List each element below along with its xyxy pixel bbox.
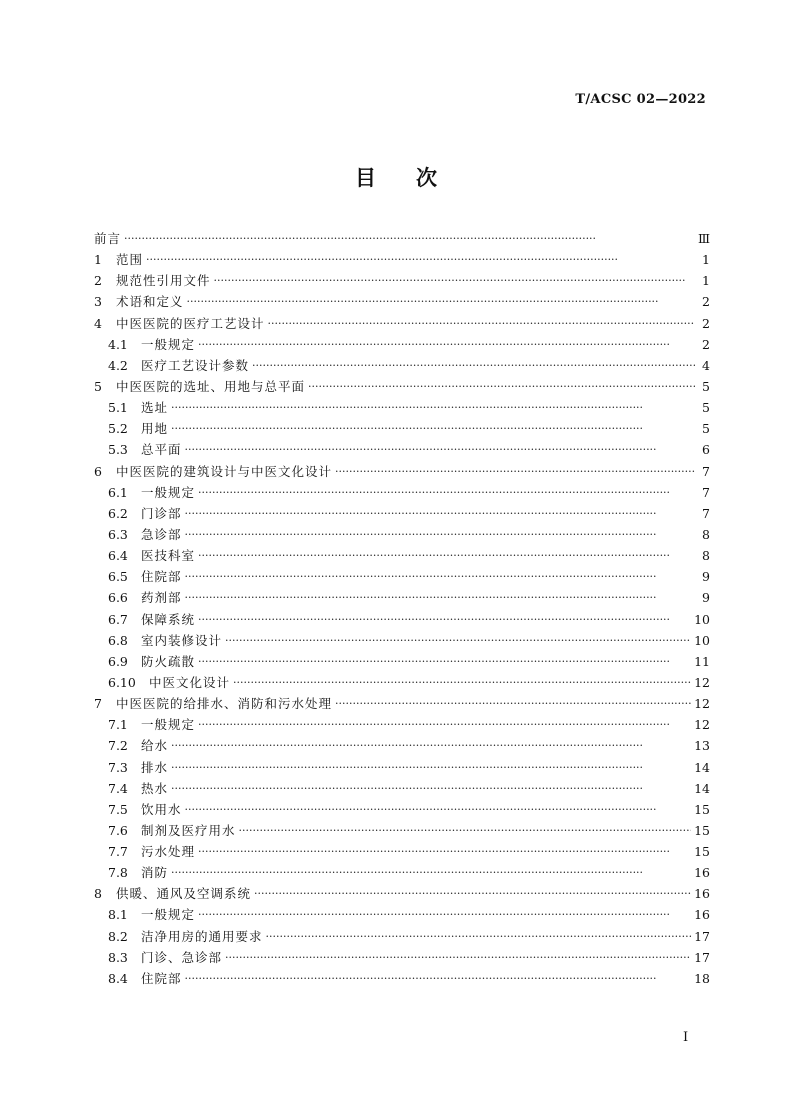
toc-entry-title: 一般规定: [141, 717, 196, 733]
toc-entry-page: 18: [694, 970, 710, 986]
toc-entry-title: 热水: [141, 780, 169, 796]
toc-entry-number: 8: [94, 886, 102, 902]
toc-leader-dots: [171, 757, 691, 778]
page-title: [0, 162, 792, 192]
toc-entry-number: 8.1: [108, 907, 128, 923]
toc-entry-number: 6.2: [108, 505, 128, 521]
toc-entry-title: 中医医院的医疗工艺设计: [116, 315, 265, 331]
toc-entry-number: 6.7: [108, 611, 128, 627]
toc-leader-dots: [171, 778, 691, 799]
toc-leader-dots: [335, 461, 695, 482]
toc-entry-page: 8: [702, 548, 710, 564]
toc-entry-number: 1: [94, 252, 102, 268]
toc-leader-dots: [335, 693, 691, 714]
toc-entry-number: 5.3: [108, 442, 128, 458]
toc-entry-title: 住院部: [141, 970, 182, 986]
toc-entry[interactable]: [94, 862, 710, 883]
toc-entry-number: 6.6: [108, 590, 128, 606]
toc-entry[interactable]: [94, 334, 710, 355]
toc-entry[interactable]: [94, 841, 710, 862]
toc-entry[interactable]: [94, 820, 710, 841]
toc-leader-dots: [124, 228, 695, 249]
toc-entry[interactable]: [94, 270, 710, 291]
toc-leader-dots: [185, 968, 692, 989]
toc-entry[interactable]: [94, 397, 710, 418]
toc-entry-page: 10: [694, 611, 710, 627]
toc-leader-dots: [185, 503, 695, 524]
toc-entry-title: 制剂及医疗用水: [141, 822, 236, 838]
toc-entry-number: 6.8: [108, 632, 128, 648]
toc-leader-dots: [198, 545, 695, 566]
toc-entry[interactable]: [94, 228, 710, 249]
page-title-char-1: 目: [355, 165, 376, 190]
toc-entry-number: 6.10: [108, 674, 136, 690]
toc-entry-page: 9: [702, 569, 710, 585]
toc-entry[interactable]: [94, 355, 710, 376]
toc-entry-title: 总平面: [141, 442, 182, 458]
standard-code: T/ACSC 02—2022: [575, 92, 706, 107]
toc-entry-page: 8: [702, 526, 710, 542]
toc-entry[interactable]: [94, 461, 710, 482]
toc-entry-page: 12: [694, 717, 710, 733]
toc-entry-number: 6.5: [108, 569, 128, 585]
toc-leader-dots: [171, 418, 695, 439]
toc-leader-dots: [239, 820, 692, 841]
page-title-char-2: 次: [416, 165, 437, 190]
toc-leader-dots: [308, 376, 695, 397]
toc-entry-number: 7.7: [108, 844, 128, 860]
toc-entry-title: 药剂部: [141, 590, 182, 606]
toc-entry-page: 13: [694, 738, 710, 754]
toc-entry[interactable]: [94, 482, 710, 503]
toc-leader-dots: [185, 587, 695, 608]
toc-entry-number: 7.3: [108, 759, 128, 775]
toc-entry-title: 供暖、通风及空调系统: [116, 886, 252, 902]
toc-entry-title: 门诊部: [141, 505, 182, 521]
toc-entry-number: 7.5: [108, 801, 128, 817]
page-number: I: [683, 1030, 689, 1045]
toc-leader-dots: [198, 334, 695, 355]
toc-entry[interactable]: [94, 714, 710, 735]
toc-entry[interactable]: [94, 968, 710, 989]
toc-entry-title: 住院部: [141, 569, 182, 585]
toc-leader-dots: [225, 630, 691, 651]
toc-entry[interactable]: [94, 376, 710, 397]
toc-entry-number: 6.4: [108, 548, 128, 564]
toc-entry-title: 门诊、急诊部: [141, 949, 223, 965]
toc-leader-dots: [254, 883, 691, 904]
toc-entry-title: 医疗工艺设计参数: [141, 357, 250, 373]
toc-entry[interactable]: [94, 313, 710, 334]
toc-entry-number: 3: [94, 294, 102, 310]
toc-leader-dots: [185, 439, 695, 460]
toc-entry-number: 6.3: [108, 526, 128, 542]
toc-entry-title: 规范性引用文件: [116, 273, 211, 289]
toc-entry-page: 7: [702, 505, 710, 521]
toc-entry-title: 保障系统: [141, 611, 196, 627]
toc-entry-number: 4.2: [108, 357, 128, 373]
toc-entry-page: 15: [694, 844, 710, 860]
toc-entry-number: 7: [94, 696, 102, 712]
toc-entry[interactable]: [94, 757, 710, 778]
toc-entry[interactable]: [94, 672, 710, 693]
toc-entry[interactable]: [94, 947, 710, 968]
toc-entry-page: 14: [694, 759, 710, 775]
toc-entry-title: 饮用水: [141, 801, 182, 817]
toc-leader-dots: [252, 355, 695, 376]
toc-leader-dots: [171, 397, 695, 418]
toc-entry[interactable]: [94, 905, 710, 926]
toc-entry-title: 中医医院的选址、用地与总平面: [116, 378, 306, 394]
toc-entry-title: 范围: [116, 252, 144, 268]
toc-entry[interactable]: [94, 545, 710, 566]
toc-entry-number: 5.2: [108, 421, 128, 437]
toc-entry-title: 给水: [141, 738, 169, 754]
toc-entry-page: 2: [702, 294, 710, 310]
toc-entry-number: 6.1: [108, 484, 128, 500]
toc-entry[interactable]: [94, 651, 710, 672]
toc-entry-number: 7.4: [108, 780, 128, 796]
toc-entry-number: 2: [94, 273, 102, 289]
toc-entry-page: 16: [694, 886, 710, 902]
toc-entry-title: 一般规定: [141, 907, 196, 923]
toc-entry-page: 12: [694, 696, 710, 712]
toc-entry-title: 用地: [141, 421, 169, 437]
toc-entry-title: 术语和定义: [116, 294, 184, 310]
toc-entry-page: 7: [702, 484, 710, 500]
toc-entry-page: 12: [694, 674, 710, 690]
toc-entry[interactable]: [94, 418, 710, 439]
toc-entry-page: 17: [694, 928, 710, 944]
toc-leader-dots: [185, 524, 695, 545]
toc-entry-title: 急诊部: [141, 526, 182, 542]
toc-entry-page: 5: [702, 400, 710, 416]
toc-entry-page: 2: [702, 336, 710, 352]
toc-entry-number: 8.4: [108, 970, 128, 986]
toc-entry[interactable]: [94, 609, 710, 630]
toc-entry[interactable]: [94, 291, 710, 312]
toc-entry-page: 16: [694, 865, 710, 881]
toc-entry-title: 一般规定: [141, 336, 196, 352]
toc-entry[interactable]: [94, 735, 710, 756]
toc-entry-number: 8.2: [108, 928, 128, 944]
toc-entry[interactable]: [94, 778, 710, 799]
toc-leader-dots: [268, 313, 695, 334]
toc-leader-dots: [198, 609, 691, 630]
toc-entry[interactable]: [94, 249, 710, 270]
toc-entry-page: 15: [694, 801, 710, 817]
toc-entry-page: 1: [702, 252, 710, 268]
toc-leader-dots: [198, 904, 691, 925]
toc-entry-number: 4: [94, 315, 102, 331]
toc-leader-dots: [185, 566, 695, 587]
toc-leader-dots: [171, 735, 691, 756]
toc-entry-title: 中医医院的建筑设计与中医文化设计: [116, 463, 333, 479]
toc-entry-page: 1: [702, 273, 710, 289]
toc-entry-page: 7: [702, 463, 710, 479]
toc-entry-page: 6: [702, 442, 710, 458]
toc-entry-page: Ⅲ: [697, 230, 710, 246]
toc-entry[interactable]: [94, 503, 710, 524]
toc-entry[interactable]: [94, 883, 710, 904]
toc-entry-title: 室内装修设计: [141, 632, 223, 648]
toc-leader-dots: [233, 672, 691, 693]
toc-leader-dots: [198, 841, 691, 862]
toc-entry-number: 8.3: [108, 949, 128, 965]
toc-entry[interactable]: [94, 524, 710, 545]
toc-entry-page: 4: [702, 357, 710, 373]
toc-entry-title: 中医医院的给排水、消防和污水处理: [116, 696, 333, 712]
toc-leader-dots: [198, 714, 691, 735]
toc-entry-title: 前言: [94, 230, 122, 246]
toc-entry-page: 2: [702, 315, 710, 331]
toc-entry[interactable]: [94, 587, 710, 608]
toc-entry-page: 16: [694, 907, 710, 923]
toc-entry-page: 9: [702, 590, 710, 606]
toc-leader-dots: [198, 482, 695, 503]
toc-entry-title: 一般规定: [141, 484, 196, 500]
toc-entry-title: 污水处理: [141, 844, 196, 860]
toc-entry-number: 7.8: [108, 865, 128, 881]
toc-entry-title: 中医文化设计: [149, 674, 231, 690]
toc-entry[interactable]: [94, 799, 710, 820]
toc-entry-title: 选址: [141, 400, 169, 416]
toc-entry-page: 5: [702, 421, 710, 437]
toc-entry-title: 消防: [141, 865, 169, 881]
table-of-contents: [94, 228, 710, 989]
toc-leader-dots: [225, 947, 691, 968]
toc-entry-number: 5: [94, 378, 102, 394]
toc-entry-number: 6.9: [108, 653, 128, 669]
toc-entry-title: 医技科室: [141, 548, 196, 564]
toc-entry-number: 5.1: [108, 400, 128, 416]
toc-entry-page: 11: [694, 653, 710, 669]
toc-leader-dots: [187, 291, 695, 312]
toc-leader-dots: [198, 651, 691, 672]
toc-entry-page: 10: [694, 632, 710, 648]
toc-entry-page: 17: [694, 949, 710, 965]
toc-entry-number: 4.1: [108, 336, 128, 352]
toc-entry-number: 7.1: [108, 717, 128, 733]
toc-leader-dots: [185, 799, 692, 820]
toc-entry[interactable]: [94, 566, 710, 587]
toc-entry-number: 7.2: [108, 738, 128, 754]
toc-entry-title: 排水: [141, 759, 169, 775]
toc-entry-page: 14: [694, 780, 710, 796]
toc-entry-page: 5: [702, 378, 710, 394]
toc-leader-dots: [214, 270, 695, 291]
toc-entry[interactable]: [94, 693, 710, 714]
toc-entry-page: 15: [694, 822, 710, 838]
toc-leader-dots: [266, 926, 692, 947]
toc-leader-dots: [146, 249, 695, 270]
toc-entry-title: 防火疏散: [141, 653, 196, 669]
toc-leader-dots: [171, 862, 691, 883]
toc-entry-number: 7.6: [108, 822, 128, 838]
toc-entry[interactable]: [94, 926, 710, 947]
toc-entry[interactable]: [94, 439, 710, 460]
toc-entry-number: 6: [94, 463, 102, 479]
toc-entry[interactable]: [94, 630, 710, 651]
toc-entry-title: 洁净用房的通用要求: [141, 928, 263, 944]
